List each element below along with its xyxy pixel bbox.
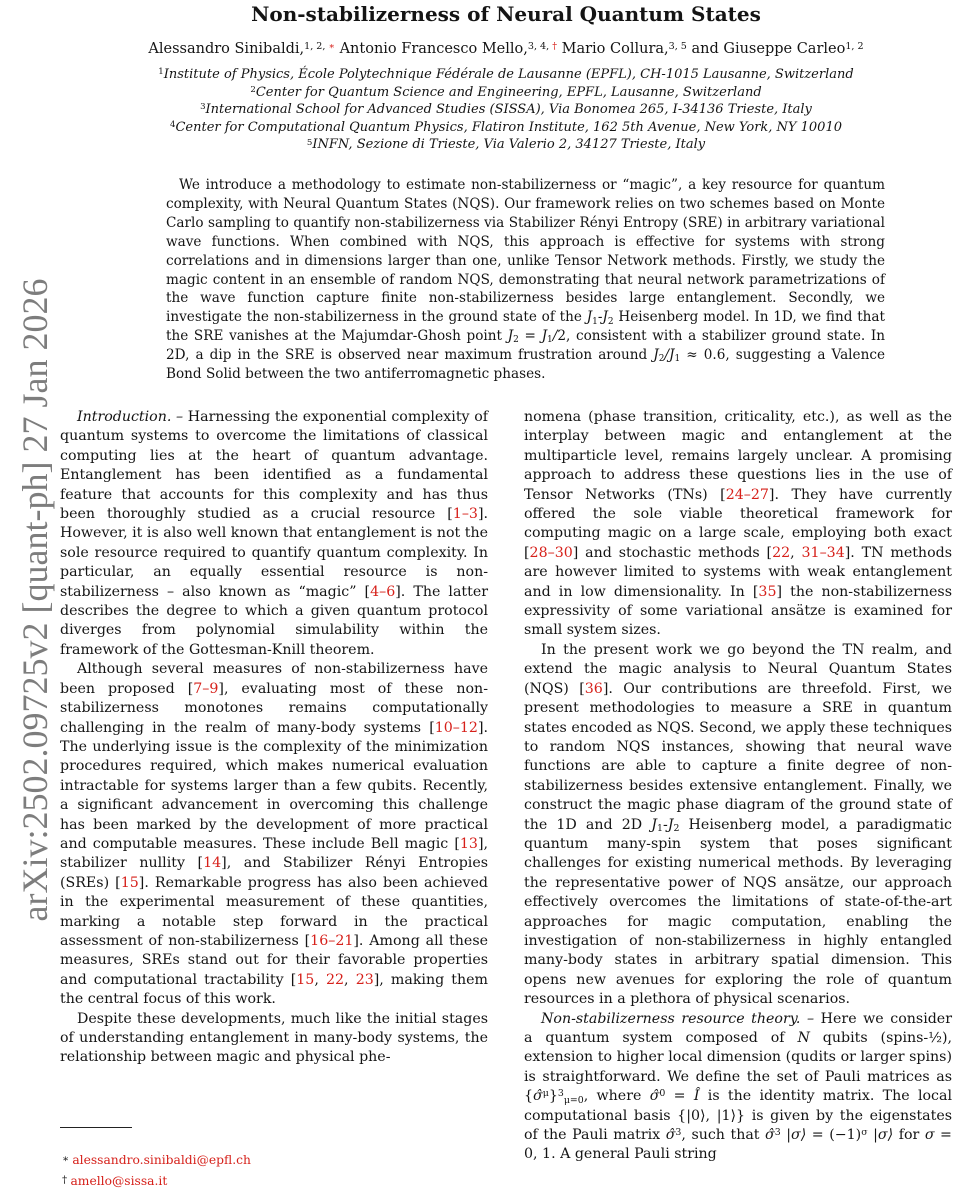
link[interactable]: 7–9 [193,680,219,697]
affiliation-2: $^2$Center for Quantum Science and Engineering, EPFL, Lausanne, Switzerland [250,84,762,100]
paragraph-introduction: Introduction. – Harnessing the exponential complexity of quantum systems to overcome the limitations of classical computing lies at the heart of quantum advantage. Entanglement has been identified as a fundamental feature that accounts for this complexity and has thus been thoroughly studied as a crucial resource [1–3]. However, it is also well known that entanglement is not the sole resource required to quantify quantum complexity. In particular, an equally essential resource is non-stabilizerness – also known as “magic” [4–6]. The latter describes the degree to which a given quantum protocol diverges from polynomial simulability within the framework of the Gottesman-Knill theorem. [60,409,489,658]
link[interactable]: 13 [459,835,478,852]
link[interactable]: ∗ [328,40,335,52]
arxiv-watermark: arXiv:2502.09725v2 [quant-ph] 27 Jan 2026 [15,278,55,922]
paper-title: Non-stabilizerness of Neural Quantum States [251,2,761,26]
link[interactable]: 4–6 [370,583,396,600]
author-line: Alessandro Sinibaldi,$^{1, 2,}$ ∗ Antonio Francesco Mello,$^{3, 4,}$ † Mario Collura,$^{3, 5}$ and Giuseppe Carleo$^{1, 2}$ [148,40,864,57]
affiliation-1: $^1$Institute of Physics, École Polytechnique Fédérale de Lausanne (EPFL), CH-1015 Lausanne, Switzerland [158,67,854,82]
link[interactable]: 36 [584,680,603,697]
link[interactable]: 15 [120,874,139,891]
abstract: We introduce a methodology to estimate non-stabilizerness or “magic”, a key resource for quantum complexity, with Neural Quantum States (NQS). Our framework relies on two schemes based on Monte Carlo sampling to quantify non-stabilizerness via Stabilizer Rényi Entropy (SRE) in arbitrary variational wave functions. When combined with NQS, this approach is effective for systems with strong correlations and in dimensions larger than one, unlike Tensor Network methods. Firstly, we study the magic content in an ensemble of random NQS, demonstrating that neural network parametrizations of the wave function capture finite non-stabilizerness besides large entanglement. Secondly, we investigate the non-stabilizerness in the ground state of the J1-J2 Heisenberg model. In 1D, we find that the SRE vanishes at the Majumdar-Ghosh point J2 = J1/2, consistent with a stabilizer ground state. In 2D, a dip in the SRE is observed near maximum frustration around J2/J1 ≈ 0.6, suggesting a Valence Bond Solid between the two antiferromagnetic phases. [166,177,885,383]
link[interactable]: 15 [296,971,315,988]
footnote-rule [60,1127,132,1128]
link[interactable]: 14 [203,855,222,872]
link[interactable]: 23 [355,971,374,988]
link[interactable]: 22 [772,544,791,561]
affiliation-3: $^3$International School for Advanced Studies (SISSA), Via Bonomea 265, I-34136 Trieste, Italy [200,102,812,118]
footnotes [62,1151,488,1193]
affiliation-4: $^4$Center for Computational Quantum Physics, Flatiron Institute, 162 5th Avenue, New York, NY 10010 [170,119,842,135]
link[interactable]: alessandro.sinibaldi@epfl.ch [72,1153,251,1167]
link[interactable]: † [552,40,557,52]
footnote-email-1: ∗ alessandro.sinibaldi@epfl.ch [62,1153,251,1167]
link[interactable]: 22 [325,971,345,988]
left-column [60,408,488,1068]
link[interactable]: 31–34 [801,544,845,561]
link[interactable]: 24–27 [725,486,769,503]
link[interactable]: amello@sissa.it [70,1173,168,1188]
link[interactable]: 10–12 [434,719,478,736]
right-column [524,408,952,1165]
paragraph-measures: Although several measures of non-stabilizerness have been proposed [7–9], evaluating most of these non-stabilizerness monotones remains computationally challenging in the realm of many-body systems [10–12]. The underlying issue is the complexity of the minimization procedures required, which makes numerical evaluation intractable for systems larger than a few qubits. Recently, a significant advancement in overcoming this challenge has been marked by the development of more practical and computable measures. These include Bell magic [13], stabilizer nullity [14], and Stabilizer Rényi Entropies (SREs) [15]. Remarkable progress has also been achieved in the experimental measurement of these quantities, marking a notable step forward in the practical assessment of non-stabilizerness [16–21]. Among all these measures, SREs stand out for their favorable properties and computational tractability [15, 22, 23], making them the central focus of this work. [60,661,488,1008]
affiliation-5: $^5$INFN, Sezione di Trieste, Via Valerio 2, 34127 Trieste, Italy [306,137,706,153]
link[interactable]: 1–3 [452,506,478,523]
paragraph-present-work: In the present work we go beyond the TN realm, and extend the magic analysis to Neural Quantum States (NQS) [36]. Our contributions are threefold. First, we present methodologies to measure a SRE in quantum states encoded as NQS. Second, we apply these techniques to random NQS instances, showing that neural wave functions are able to capture a finite degree of non-stabilizerness besides extensive entanglement. Finally, we construct the magic phase diagram of the ground state of the 1D and 2D J1-J2 Heisenberg model, a paradigmatic quantum many-spin system that poses significant challenges for existing numerical methods. By leveraging the representative power of NQS ansätze, our approach effectively overcomes the limitations of state-of-the-art approaches for magic computation, enabling the investigation of non-stabilizerness in highly entangled many-body states in arbitrary spatial dimension. This opens new avenues for exploring the role of quantum resources in a plethora of physical scenarios. [524,641,952,1008]
link[interactable]: 28–30 [529,544,573,561]
footnote-email-2: † amello@sissa.it [62,1173,168,1188]
paragraph-resource-theory: Non-stabilizerness resource theory. – Here we consider a quantum system composed of N qubits (spins-½), extension to higher local dimension (qudits or larger spins) is straightforward. We define the set of Pauli matrices as {σ̂$^\mu$}$^3$μ=0, where σ̂$^0$ = Î is the identity matrix. The local computational basis {|0⟩, |1⟩} is given by the eigenstates of the Pauli matrix σ̂$^3$, such that σ̂$^3$ |σ⟩ = $(-1)^\sigma$ |σ⟩ for σ = 0, 1. A general Pauli string [524,1010,952,1163]
paragraph-phenomena: nomena (phase transition, criticality, etc.), as well as the interplay between magic and entanglement at the multiparticle level, remains largely unclear. A promising approach to address these questions lies in the use of Tensor Networks (TNs) [24–27]. They have currently offered the sole viable theoretical framework for computing magic on a large scale, employing both exact [28–30] and stochastic methods [22, 31–34]. TN methods are however limited to systems with weak entanglement and in low dimensionality. In [35] the non-stabilizerness expressivity of some variational ansätze is examined for small system sizes. [524,409,952,639]
affiliation-list [60,66,952,154]
link[interactable]: 35 [758,583,777,600]
paragraph-despite: Despite these developments, much like the initial stages of understanding entanglement in many-body systems, the relationship between magic and physical phe- [60,1010,488,1066]
link[interactable]: 16–21 [310,932,354,949]
